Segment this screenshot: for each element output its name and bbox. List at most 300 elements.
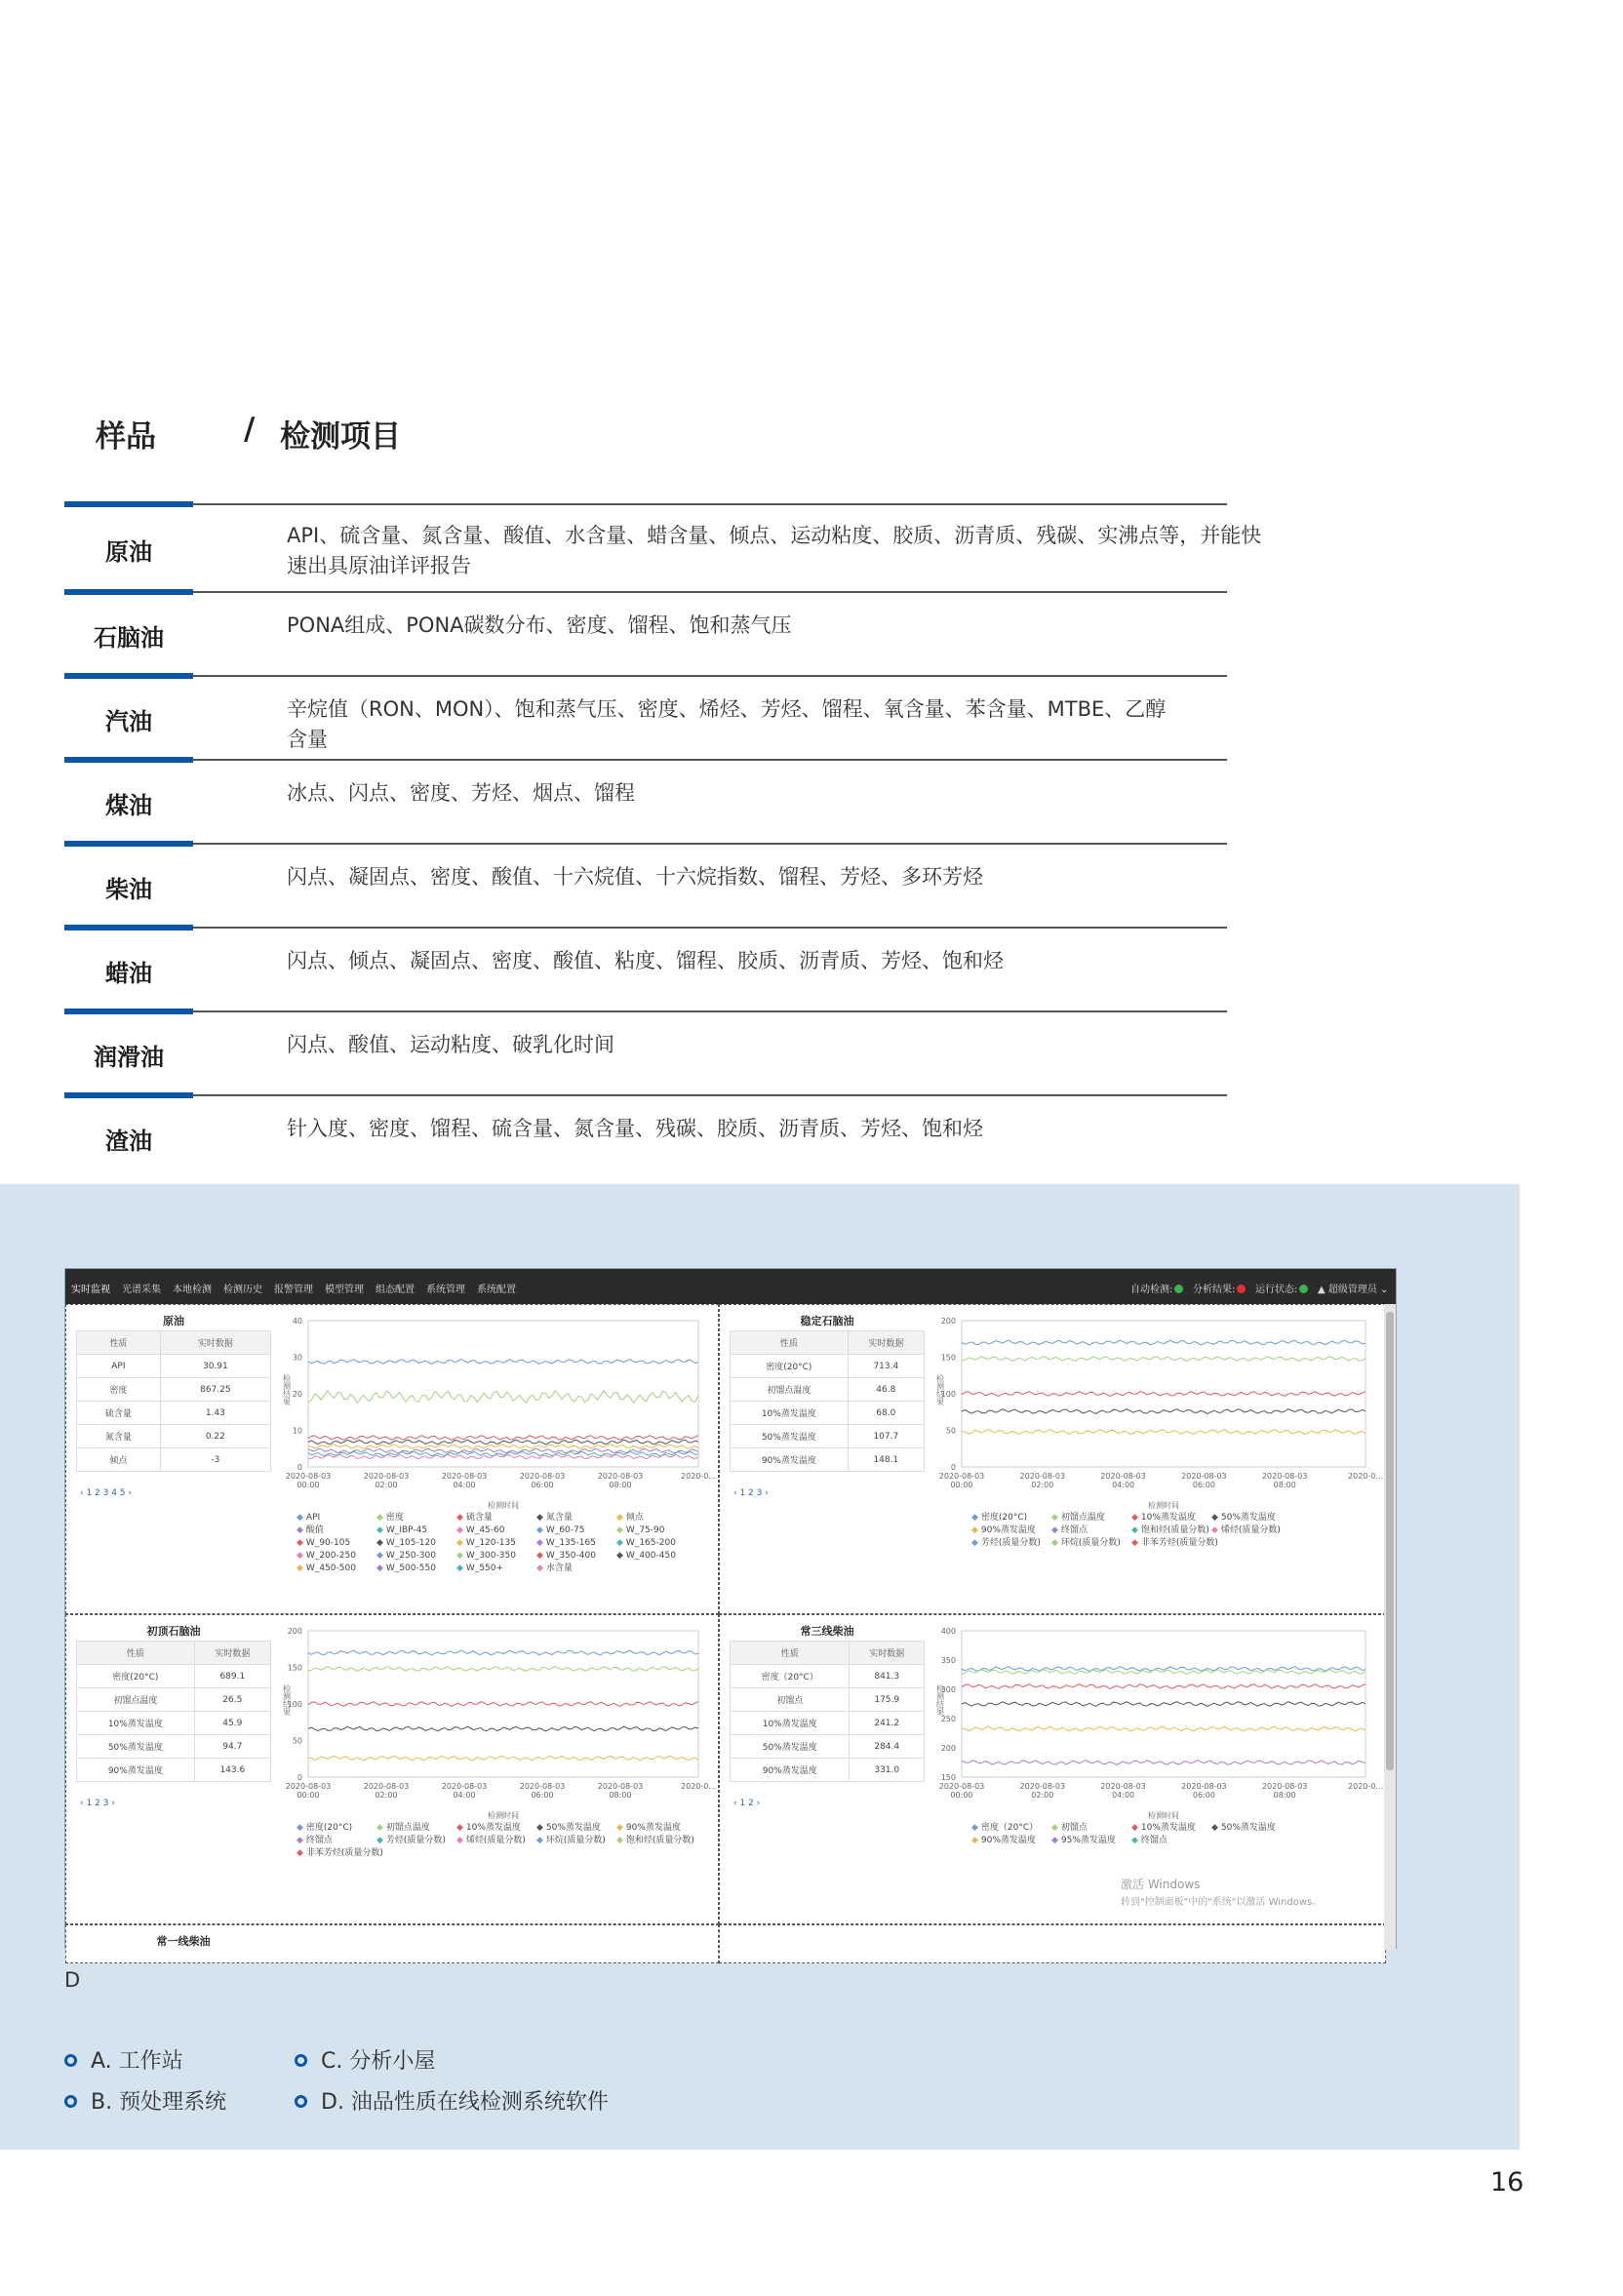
legend-item[interactable]: ◆ 饱和烃(质量分数) bbox=[616, 1836, 694, 1845]
bullet-icon bbox=[64, 2095, 77, 2108]
table-pager[interactable]: ‹ 1 2 3 › bbox=[733, 1488, 769, 1498]
y-tick-label: 10 bbox=[292, 1426, 302, 1436]
table-cell: 90%蒸发温度 bbox=[77, 1759, 195, 1782]
figure-caption: D bbox=[64, 1968, 81, 1992]
bullet-icon bbox=[295, 2054, 307, 2067]
series-line bbox=[308, 1360, 698, 1365]
legend-marker-icon: ◆ bbox=[456, 1513, 463, 1523]
legend-marker-icon: ◆ bbox=[1131, 1513, 1138, 1523]
y-tick-label: 50 bbox=[292, 1736, 302, 1746]
y-tick-label: 200 bbox=[287, 1627, 302, 1636]
table-cell: 175.9 bbox=[850, 1688, 925, 1712]
table-row bbox=[77, 1448, 271, 1472]
tab-model[interactable]: 模型管理 bbox=[325, 1285, 364, 1295]
monitor-panel bbox=[65, 1614, 719, 1924]
x-tick-label: 2020-08-03 bbox=[285, 1472, 332, 1481]
legend-item[interactable]: ◆ 90%蒸发温度 bbox=[616, 1823, 681, 1833]
user-menu[interactable]: ▲ 超级管理员 ⌄ bbox=[1318, 1285, 1389, 1295]
legend-item[interactable]: ◆ 硫含量 bbox=[456, 1513, 493, 1523]
series-line bbox=[308, 1650, 698, 1655]
page-number: 16 bbox=[1490, 2167, 1524, 2197]
table-header-cell: 实时数据 bbox=[160, 1331, 270, 1355]
table-row bbox=[731, 1735, 925, 1759]
x-tick-label: 2020-08-03 bbox=[441, 1782, 488, 1791]
legend-item[interactable]: ◆ 初馏点温度 bbox=[376, 1823, 430, 1833]
status-dot-auto bbox=[1174, 1285, 1183, 1293]
series-line bbox=[962, 1392, 1366, 1397]
y-tick-label: 100 bbox=[287, 1700, 302, 1709]
y-tick-label: 300 bbox=[940, 1685, 956, 1694]
legend-item[interactable]: ◆ 50%蒸发温度 bbox=[536, 1823, 601, 1833]
legend-marker-icon: ◆ bbox=[456, 1564, 463, 1573]
table-pager[interactable]: ‹ 1 2 › bbox=[733, 1799, 761, 1808]
table-header-cell: 性质 bbox=[731, 1331, 849, 1355]
legend-marker-icon: ◆ bbox=[297, 1823, 303, 1833]
legend-item[interactable]: ◆ W_400-450 bbox=[616, 1551, 676, 1561]
legend-marker-icon: ◆ bbox=[297, 1551, 303, 1561]
legend-item[interactable]: ◆ W_300-350 bbox=[456, 1551, 516, 1561]
legend-marker-icon: ◆ bbox=[971, 1823, 978, 1833]
table-pager[interactable]: ‹ 1 2 3 4 5 › bbox=[80, 1488, 132, 1498]
x-tick-label: 2020-08-03 bbox=[597, 1782, 644, 1791]
activation-watermark: 激活 Windows bbox=[1121, 1878, 1201, 1891]
x-tick-label: 02:00 bbox=[1031, 1481, 1054, 1489]
x-tick-label: 06:00 bbox=[531, 1791, 554, 1800]
tab-config[interactable]: 组态配置 bbox=[376, 1285, 415, 1295]
top-nav-bar bbox=[65, 1269, 1396, 1304]
x-tick-label: 04:00 bbox=[453, 1481, 476, 1489]
legend-marker-icon: ◆ bbox=[971, 1513, 978, 1523]
legend-marker-icon: ◆ bbox=[376, 1551, 383, 1561]
legend-item[interactable]: ◆ W_200-250 bbox=[297, 1551, 356, 1561]
table-row bbox=[77, 1402, 271, 1425]
legend-item[interactable]: ◆ API bbox=[297, 1513, 321, 1523]
x-tick-label: 00:00 bbox=[297, 1481, 320, 1489]
property-table bbox=[730, 1641, 925, 1782]
legend-item[interactable]: ◆ 密度(20°C) bbox=[971, 1513, 1028, 1523]
table-row bbox=[731, 1665, 925, 1688]
x-tick-label: 2020-08-03 bbox=[1019, 1782, 1066, 1791]
table-cell: 1.43 bbox=[160, 1402, 270, 1425]
sample-name: 汽油 bbox=[105, 708, 152, 735]
y-tick-label: 150 bbox=[940, 1773, 956, 1782]
sample-items: API、硫含量、氮含量、酸值、水含量、蜡含量、倾点、运动粘度、胶质、沥青质、残碳、实沸点等，并能快速出具原油详评报告 bbox=[287, 524, 1262, 577]
x-tick-label: 2020-08-03 bbox=[1181, 1472, 1227, 1481]
legend-marker-icon: ◆ bbox=[616, 1836, 623, 1845]
y-tick-label: 400 bbox=[940, 1627, 956, 1636]
tab-system-config[interactable]: 系统配置 bbox=[477, 1285, 516, 1295]
series-line bbox=[308, 1440, 698, 1445]
legend-item[interactable]: ◆ W_550+ bbox=[456, 1564, 504, 1573]
table-row bbox=[64, 1010, 1227, 1094]
column-header-sample: 样品 bbox=[96, 419, 156, 455]
legend-item[interactable]: ◆ 氮含量 bbox=[536, 1513, 573, 1523]
sample-items: 辛烷值（RON、MON）、饱和蒸气压、密度、烯烃、芳烃、馏程、氧含量、苯含量、MTBE、乙醇含量 bbox=[287, 697, 1167, 751]
legend-item[interactable]: ◆ W_90-105 bbox=[297, 1538, 351, 1548]
x-tick-label: 06:00 bbox=[531, 1481, 554, 1489]
panel-title: 常一线柴油 bbox=[156, 1935, 211, 1948]
series-line bbox=[962, 1409, 1366, 1414]
tab-realtime[interactable]: 实时监视 bbox=[71, 1285, 110, 1295]
x-tick-label: 06:00 bbox=[1192, 1791, 1215, 1800]
table-cell: 241.2 bbox=[850, 1712, 925, 1735]
table-cell: 密度（20°C） bbox=[731, 1665, 850, 1688]
y-tick-label: 150 bbox=[287, 1663, 302, 1673]
chart-legend[interactable] bbox=[971, 1822, 1313, 1847]
legend-marker-icon: ◆ bbox=[1131, 1836, 1138, 1845]
legend-item[interactable]: ◆ 环烷(质量分数) bbox=[1051, 1538, 1121, 1548]
table-cell: 284.4 bbox=[850, 1735, 925, 1759]
sample-items: 闪点、凝固点、密度、酸值、十六烷值、十六烷指数、馏程、芳烃、多环芳烃 bbox=[287, 865, 983, 889]
table-row bbox=[731, 1355, 925, 1378]
legend-item[interactable]: ◆ W_250-300 bbox=[376, 1551, 436, 1561]
table-cell: 0.22 bbox=[160, 1425, 270, 1448]
legend-item[interactable]: ◆ 终馏点 bbox=[297, 1836, 333, 1845]
table-row bbox=[77, 1735, 271, 1759]
table-row bbox=[77, 1712, 271, 1735]
table-row bbox=[77, 1665, 271, 1688]
legend-item[interactable]: ◆ W_135-165 bbox=[536, 1538, 596, 1548]
chart-legend[interactable] bbox=[971, 1512, 1313, 1550]
panel-title: 常三线柴油 bbox=[800, 1625, 854, 1638]
y-axis-label: 检测结果 bbox=[282, 1374, 292, 1405]
table-row bbox=[77, 1378, 271, 1402]
panel-title: 原油 bbox=[163, 1315, 184, 1327]
bottom-panel-partial bbox=[65, 1924, 719, 1963]
table-cell: API bbox=[77, 1355, 161, 1378]
legend-marker-icon: ◆ bbox=[616, 1513, 623, 1523]
x-tick-label: 06:00 bbox=[1192, 1481, 1215, 1489]
property-table bbox=[76, 1330, 271, 1472]
table-header-cell: 性质 bbox=[731, 1642, 850, 1665]
table-cell: 10%蒸发温度 bbox=[77, 1712, 195, 1735]
x-tick-label: 08:00 bbox=[609, 1481, 632, 1489]
series-line bbox=[962, 1761, 1366, 1765]
analysis-result-status: 分析结果: bbox=[1193, 1281, 1246, 1295]
legend-item[interactable]: ◆ W_45-60 bbox=[456, 1525, 505, 1535]
x-tick-label: 2020-08-03 bbox=[363, 1782, 410, 1791]
legend-marker-icon: ◆ bbox=[1051, 1836, 1058, 1845]
x-tick-label: 2020-08-03 bbox=[441, 1472, 488, 1481]
legend-item[interactable]: ◆ W_120-135 bbox=[456, 1538, 516, 1548]
legend-item[interactable]: ◆ 90%蒸发温度 bbox=[971, 1525, 1036, 1535]
table-row bbox=[64, 591, 1227, 675]
x-tick-label: 04:00 bbox=[453, 1791, 476, 1800]
legend-marker-icon: ◆ bbox=[971, 1538, 978, 1548]
legend-item[interactable]: ◆ 烯烃(质量分数) bbox=[1211, 1525, 1281, 1535]
sample-items: 闪点、倾点、凝固点、密度、酸值、粘度、馏程、胶质、沥青质、芳烃、饱和烃 bbox=[287, 949, 1004, 972]
legend-marker-icon: ◆ bbox=[536, 1823, 543, 1833]
tab-history[interactable]: 检测历史 bbox=[223, 1285, 262, 1295]
legend-marker-icon: ◆ bbox=[616, 1551, 623, 1561]
legend-marker-icon: ◆ bbox=[1211, 1823, 1218, 1833]
y-tick-label: 200 bbox=[940, 1744, 956, 1753]
series-line bbox=[962, 1702, 1366, 1707]
table-row bbox=[64, 675, 1227, 759]
y-axis-label: 检测结果 bbox=[935, 1374, 945, 1405]
chart-legend[interactable] bbox=[297, 1822, 706, 1860]
legend-item[interactable]: ◆ 终馏点 bbox=[1131, 1836, 1168, 1845]
y-tick-label: 0 bbox=[297, 1773, 302, 1782]
sample-name: 石脑油 bbox=[94, 624, 164, 652]
table-cell: 密度 bbox=[77, 1378, 161, 1402]
legend-marker-icon: ◆ bbox=[536, 1513, 543, 1523]
x-tick-label: 2020-08-03 bbox=[519, 1782, 566, 1791]
y-tick-label: 50 bbox=[945, 1426, 956, 1436]
legend-marker-icon: ◆ bbox=[297, 1525, 303, 1535]
sample-name: 润滑油 bbox=[94, 1044, 164, 1071]
table-row bbox=[64, 843, 1227, 927]
legend-item[interactable]: ◆ W_IBP-45 bbox=[376, 1525, 428, 1535]
table-cell: 107.7 bbox=[848, 1425, 924, 1448]
legend-item[interactable]: ◆ 密度(20°C) bbox=[297, 1823, 353, 1833]
legend-item[interactable]: ◆ W_75-90 bbox=[616, 1525, 665, 1535]
legend-item[interactable]: ◆ 芳烃(质量分数) bbox=[971, 1538, 1041, 1548]
legend-item[interactable]: ◆ 10%蒸发温度 bbox=[1131, 1823, 1196, 1833]
scrollbar-thumb[interactable] bbox=[1386, 1312, 1394, 1770]
table-cell: 867.25 bbox=[160, 1378, 270, 1402]
legend-item[interactable]: ◆ W_350-400 bbox=[536, 1551, 596, 1561]
legend-item[interactable]: ◆ W_500-550 bbox=[376, 1564, 436, 1573]
table-pager[interactable]: ‹ 1 2 3 › bbox=[80, 1799, 115, 1808]
table-cell: 初馏点 bbox=[731, 1688, 850, 1712]
legend-item[interactable]: ◆ 初馏点 bbox=[1051, 1823, 1088, 1833]
legend-item[interactable]: ◆ 水含量 bbox=[536, 1564, 573, 1573]
legend-marker-icon: ◆ bbox=[536, 1525, 543, 1535]
legend-item[interactable]: ◆ 非苯芳烃(质量分数) bbox=[1131, 1538, 1218, 1548]
series-line bbox=[308, 1667, 698, 1672]
y-tick-label: 0 bbox=[297, 1463, 302, 1472]
legend-item[interactable]: ◆ 终馏点 bbox=[1051, 1525, 1088, 1535]
legend-item[interactable]: ◆ W_165-200 bbox=[616, 1538, 676, 1548]
tab-alarm[interactable]: 报警管理 bbox=[274, 1285, 313, 1295]
legend-marker-icon: ◆ bbox=[297, 1564, 303, 1573]
legend-marker-icon: ◆ bbox=[1131, 1823, 1138, 1833]
legend-item[interactable]: ◆ 10%蒸发温度 bbox=[456, 1823, 521, 1833]
legend-marker-icon: ◆ bbox=[616, 1823, 623, 1833]
y-tick-label: 0 bbox=[950, 1463, 956, 1472]
series-line bbox=[962, 1667, 1366, 1672]
legend-marker-icon: ◆ bbox=[297, 1538, 303, 1548]
trend-chart bbox=[279, 1625, 716, 1820]
x-tick-label: 2020-08-03 bbox=[1100, 1472, 1146, 1481]
vertical-scrollbar[interactable] bbox=[1384, 1304, 1396, 1950]
x-tick-label: 2020-08-03 bbox=[938, 1472, 985, 1481]
table-cell: 68.0 bbox=[848, 1402, 924, 1425]
legend-item[interactable]: ◆ 烯烃(质量分数) bbox=[456, 1836, 526, 1845]
legend-marker-icon: ◆ bbox=[1051, 1525, 1058, 1535]
table-row bbox=[731, 1759, 925, 1782]
sample-table bbox=[64, 503, 1262, 1178]
software-screenshot bbox=[64, 1268, 1397, 1949]
legend-marker-icon: ◆ bbox=[456, 1823, 463, 1833]
table-row bbox=[64, 503, 1262, 591]
x-axis-label: 检测时间 bbox=[488, 1501, 519, 1510]
table-cell: 841.3 bbox=[850, 1665, 925, 1688]
legend-item[interactable]: ◆ 非苯芳烃(质量分数) bbox=[297, 1848, 383, 1858]
chart-legend[interactable] bbox=[297, 1512, 706, 1575]
legend-item[interactable]: ◆ 10%蒸发温度 bbox=[1131, 1513, 1196, 1523]
x-tick-label: 02:00 bbox=[375, 1481, 398, 1489]
y-tick-label: 100 bbox=[940, 1390, 956, 1399]
legend-marker-icon: ◆ bbox=[376, 1525, 383, 1535]
table-row bbox=[77, 1425, 271, 1448]
legend-marker-icon: ◆ bbox=[1051, 1823, 1058, 1833]
y-tick-label: 30 bbox=[292, 1353, 302, 1363]
legend-marker-icon: ◆ bbox=[376, 1836, 383, 1845]
legend-marker-icon: ◆ bbox=[297, 1513, 303, 1523]
legend-marker-icon: ◆ bbox=[376, 1564, 383, 1573]
legend-item[interactable]: ◆ 芳烃(质量分数) bbox=[376, 1836, 446, 1845]
property-table bbox=[76, 1641, 271, 1782]
x-tick-label: 2020-08-03 bbox=[1019, 1472, 1066, 1481]
legend-marker-icon: ◆ bbox=[297, 1848, 303, 1858]
y-axis-label: 检测结果 bbox=[935, 1684, 945, 1716]
legend-item[interactable]: ◆ 50%蒸发温度 bbox=[1211, 1513, 1276, 1523]
trend-chart bbox=[932, 1625, 1383, 1820]
bullet-icon bbox=[64, 2054, 77, 2067]
legend-item[interactable]: ◆ 酸值 bbox=[297, 1525, 324, 1535]
legend-item[interactable]: ◆ 饱和烃(质量分数) bbox=[1131, 1525, 1209, 1535]
x-tick-label: 2020-08-03 bbox=[1261, 1472, 1308, 1481]
table-cell: 30.91 bbox=[160, 1355, 270, 1378]
y-tick-label: 250 bbox=[940, 1715, 956, 1723]
table-cell: 50%蒸发温度 bbox=[731, 1425, 849, 1448]
table-header-cell: 实时数据 bbox=[848, 1331, 924, 1355]
bullet-icon bbox=[295, 2095, 307, 2108]
table-row bbox=[64, 1094, 1227, 1178]
table-cell: 硫含量 bbox=[77, 1402, 161, 1425]
y-tick-label: 40 bbox=[292, 1317, 302, 1326]
legend-item[interactable]: ◆ W_105-120 bbox=[376, 1538, 436, 1548]
tab-local-test[interactable]: 本地检测 bbox=[173, 1285, 212, 1295]
table-row bbox=[731, 1688, 925, 1712]
x-tick-label: 02:00 bbox=[1031, 1791, 1054, 1800]
legend-marker-icon: ◆ bbox=[297, 1836, 303, 1845]
sample-items: 闪点、酸值、运动粘度、破乳化时间 bbox=[287, 1033, 614, 1056]
x-axis-label: 检测时间 bbox=[1148, 1811, 1179, 1820]
legend-marker-icon: ◆ bbox=[456, 1551, 463, 1561]
table-header-cell: 实时数据 bbox=[194, 1642, 270, 1665]
x-tick-label: 2020-0... bbox=[1348, 1472, 1383, 1481]
x-tick-label: 08:00 bbox=[1273, 1791, 1296, 1800]
sample-items: PONA组成、PONA碳数分布、密度、馏程、饱和蒸气压 bbox=[287, 614, 792, 637]
legend-item[interactable]: ◆ 95%蒸发温度 bbox=[1051, 1836, 1116, 1845]
table-row bbox=[731, 1712, 925, 1735]
x-tick-label: 2020-08-03 bbox=[1100, 1782, 1146, 1791]
sample-name: 柴油 bbox=[105, 876, 152, 903]
table-row bbox=[731, 1402, 925, 1425]
x-tick-label: 04:00 bbox=[1112, 1791, 1135, 1800]
bottom-panel-partial bbox=[719, 1924, 1386, 1963]
legend-item[interactable]: ◆ W_60-75 bbox=[536, 1525, 585, 1535]
table-header-cell: 性质 bbox=[77, 1331, 161, 1355]
table-cell: 689.1 bbox=[194, 1665, 270, 1688]
legend-marker-icon: ◆ bbox=[1211, 1513, 1218, 1523]
run-status: 运行状态: bbox=[1255, 1281, 1308, 1295]
x-tick-label: 2020-08-03 bbox=[519, 1472, 566, 1481]
legend-marker-icon: ◆ bbox=[1211, 1525, 1218, 1535]
x-tick-label: 2020-0... bbox=[1348, 1782, 1383, 1791]
series-line bbox=[962, 1684, 1366, 1689]
legend-item[interactable]: ◆ 密度 bbox=[376, 1513, 404, 1523]
legend-item[interactable]: ◆ W_450-500 bbox=[297, 1564, 356, 1573]
legend-item[interactable]: ◆ 90%蒸发温度 bbox=[971, 1836, 1036, 1845]
legend-marker-icon: ◆ bbox=[536, 1564, 543, 1573]
series-line bbox=[962, 1357, 1366, 1362]
property-table bbox=[730, 1330, 925, 1472]
x-tick-label: 2020-08-03 bbox=[1261, 1782, 1308, 1791]
legend-item[interactable]: ◆ 初馏点温度 bbox=[1051, 1513, 1105, 1523]
table-cell: 50%蒸发温度 bbox=[731, 1735, 850, 1759]
legend-marker-icon: ◆ bbox=[456, 1836, 463, 1845]
option-item: D. 油品性质在线检测系统软件 bbox=[295, 2085, 609, 2116]
x-tick-label: 2020-08-03 bbox=[597, 1472, 644, 1481]
monitor-panel bbox=[719, 1614, 1386, 1924]
table-row bbox=[731, 1378, 925, 1402]
table-cell: 26.5 bbox=[194, 1688, 270, 1712]
series-line bbox=[308, 1391, 698, 1404]
legend-marker-icon: ◆ bbox=[1051, 1538, 1058, 1548]
legend-marker-icon: ◆ bbox=[971, 1525, 978, 1535]
legend-marker-icon: ◆ bbox=[616, 1525, 623, 1535]
trend-chart bbox=[932, 1315, 1383, 1510]
sample-name: 煤油 bbox=[105, 792, 152, 819]
option-item: C. 分析小屋 bbox=[295, 2044, 435, 2075]
x-tick-label: 00:00 bbox=[297, 1791, 320, 1800]
sample-name: 渣油 bbox=[105, 1128, 152, 1155]
legend-marker-icon: ◆ bbox=[376, 1513, 383, 1523]
series-line bbox=[962, 1430, 1366, 1435]
tab-spectrum[interactable]: 光谱采集 bbox=[122, 1285, 161, 1295]
header-divider: / bbox=[244, 412, 256, 447]
table-cell: 50%蒸发温度 bbox=[77, 1735, 195, 1759]
x-tick-label: 08:00 bbox=[609, 1791, 632, 1800]
trend-chart bbox=[279, 1315, 716, 1510]
x-tick-label: 2020-0... bbox=[681, 1472, 716, 1481]
legend-marker-icon: ◆ bbox=[376, 1538, 383, 1548]
table-cell: 密度(20°C) bbox=[77, 1665, 195, 1688]
legend-item[interactable]: ◆ 倾点 bbox=[616, 1513, 644, 1523]
legend-marker-icon: ◆ bbox=[1131, 1538, 1138, 1548]
legend-item[interactable]: ◆ 环烷(质量分数) bbox=[536, 1836, 606, 1845]
table-row bbox=[77, 1759, 271, 1782]
sample-name: 原油 bbox=[105, 538, 152, 566]
monitor-panel bbox=[65, 1304, 719, 1614]
table-cell: 45.9 bbox=[194, 1712, 270, 1735]
series-line bbox=[308, 1702, 698, 1707]
table-cell: 初馏点温度 bbox=[77, 1688, 195, 1712]
y-axis-label: 检测结果 bbox=[282, 1684, 292, 1716]
status-dot-run bbox=[1299, 1285, 1308, 1293]
y-tick-label: 20 bbox=[292, 1390, 302, 1399]
tab-system-admin[interactable]: 系统管理 bbox=[426, 1285, 465, 1295]
series-line bbox=[308, 1445, 698, 1449]
table-cell: 倾点 bbox=[77, 1448, 161, 1472]
legend-marker-icon: ◆ bbox=[1051, 1513, 1058, 1523]
series-line bbox=[962, 1726, 1366, 1731]
legend-item[interactable]: ◆ 50%蒸发温度 bbox=[1211, 1823, 1276, 1833]
legend-marker-icon: ◆ bbox=[536, 1836, 543, 1845]
x-tick-label: 2020-0... bbox=[681, 1782, 716, 1791]
sample-items: 针入度、密度、馏程、硫含量、氮含量、残碳、胶质、沥青质、芳烃、饱和烃 bbox=[287, 1117, 983, 1140]
table-cell: 94.7 bbox=[194, 1735, 270, 1759]
table-row bbox=[77, 1355, 271, 1378]
legend-item[interactable]: ◆ 密度（20°C） bbox=[971, 1823, 1039, 1833]
status-dot-result bbox=[1237, 1285, 1246, 1293]
table-cell: 143.6 bbox=[194, 1759, 270, 1782]
x-tick-label: 08:00 bbox=[1273, 1481, 1296, 1489]
